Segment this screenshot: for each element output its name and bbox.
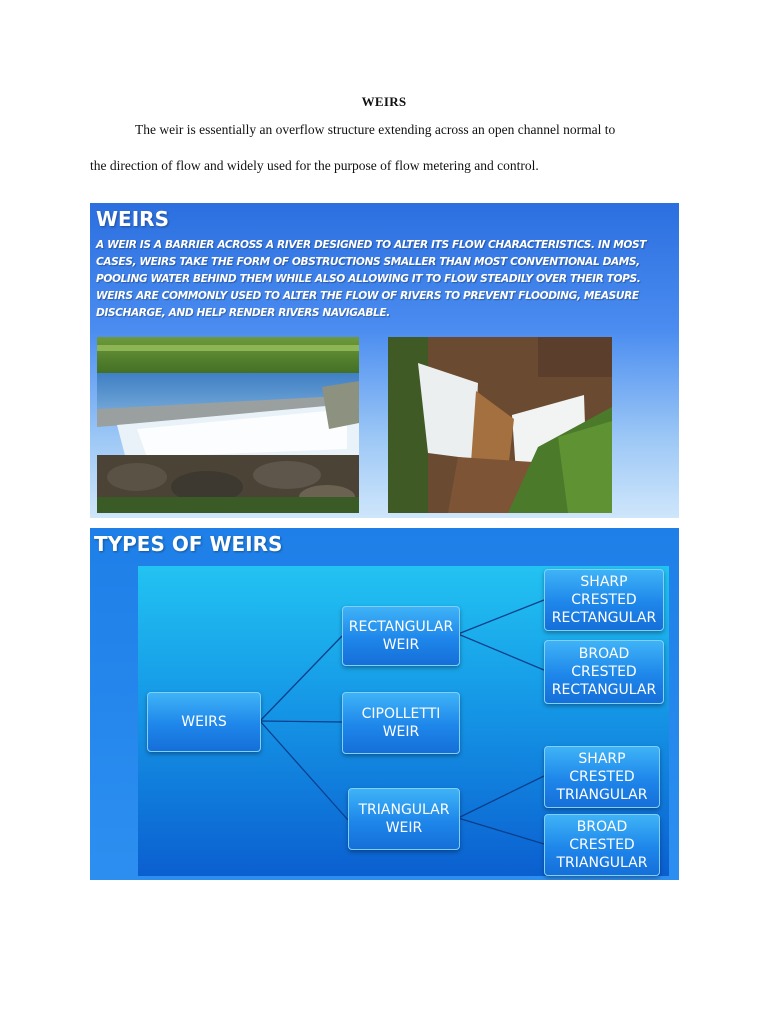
v-notch-weir-photo [388,337,612,513]
slide1-title: WEIRS [96,207,169,231]
sharp-crested-triangular-node: SHARP CRESTED TRIANGULAR [544,746,660,808]
hierarchy-diagram [138,566,669,876]
root-weirs-node: WEIRS [147,692,261,752]
overflow-weir-photo [97,337,359,513]
weirs-slide [90,203,679,518]
rectangular-weir-node: RECTANGULAR WEIR [342,606,460,666]
document-title: WEIRS [361,94,407,109]
paragraph-line-1: The weir is essentially an overflow structure extending across an open channel normal to [135,122,616,137]
triangular-weir-node: TRIANGULAR WEIR [348,788,460,850]
sharp-crested-rectangular-node: SHARP CRESTED RECTANGULAR [544,569,664,631]
broad-crested-rectangular-node: BROAD CRESTED RECTANGULAR [544,640,664,704]
slide1-description: A WEIR IS A BARRIER ACROSS A RIVER DESIGNED TO ALTER ITS FLOW CHARACTERISTICS. IN MOST CASES, WEIRS TAKE THE FORM OF OBSTRUCTIONS SMALLER THAN MOST CONVENTIONAL DAMS, POOLING WATER BEHIND THEM WHILE ALSO ALLOWING IT TO FLOW STEADILY OVER THEIR TOPS. WEIRS ARE COMMONLY USED TO ALTER THE FLOW OF RIVERS TO PREVENT FLOODING, MEASURE DISCHARGE, AND HELP RENDER RIVERS NAVIGABLE. [96,239,647,319]
paragraph-line-2: the direction of flow and widely used for the purpose of flow metering and control. [90,158,539,173]
types-of-weirs-slide [90,528,679,880]
cipolletti-weir-node: CIPOLLETTI WEIR [342,692,460,754]
slide2-title: TYPES OF WEIRS [94,532,283,556]
broad-crested-triangular-node: BROAD CRESTED TRIANGULAR [544,814,660,876]
